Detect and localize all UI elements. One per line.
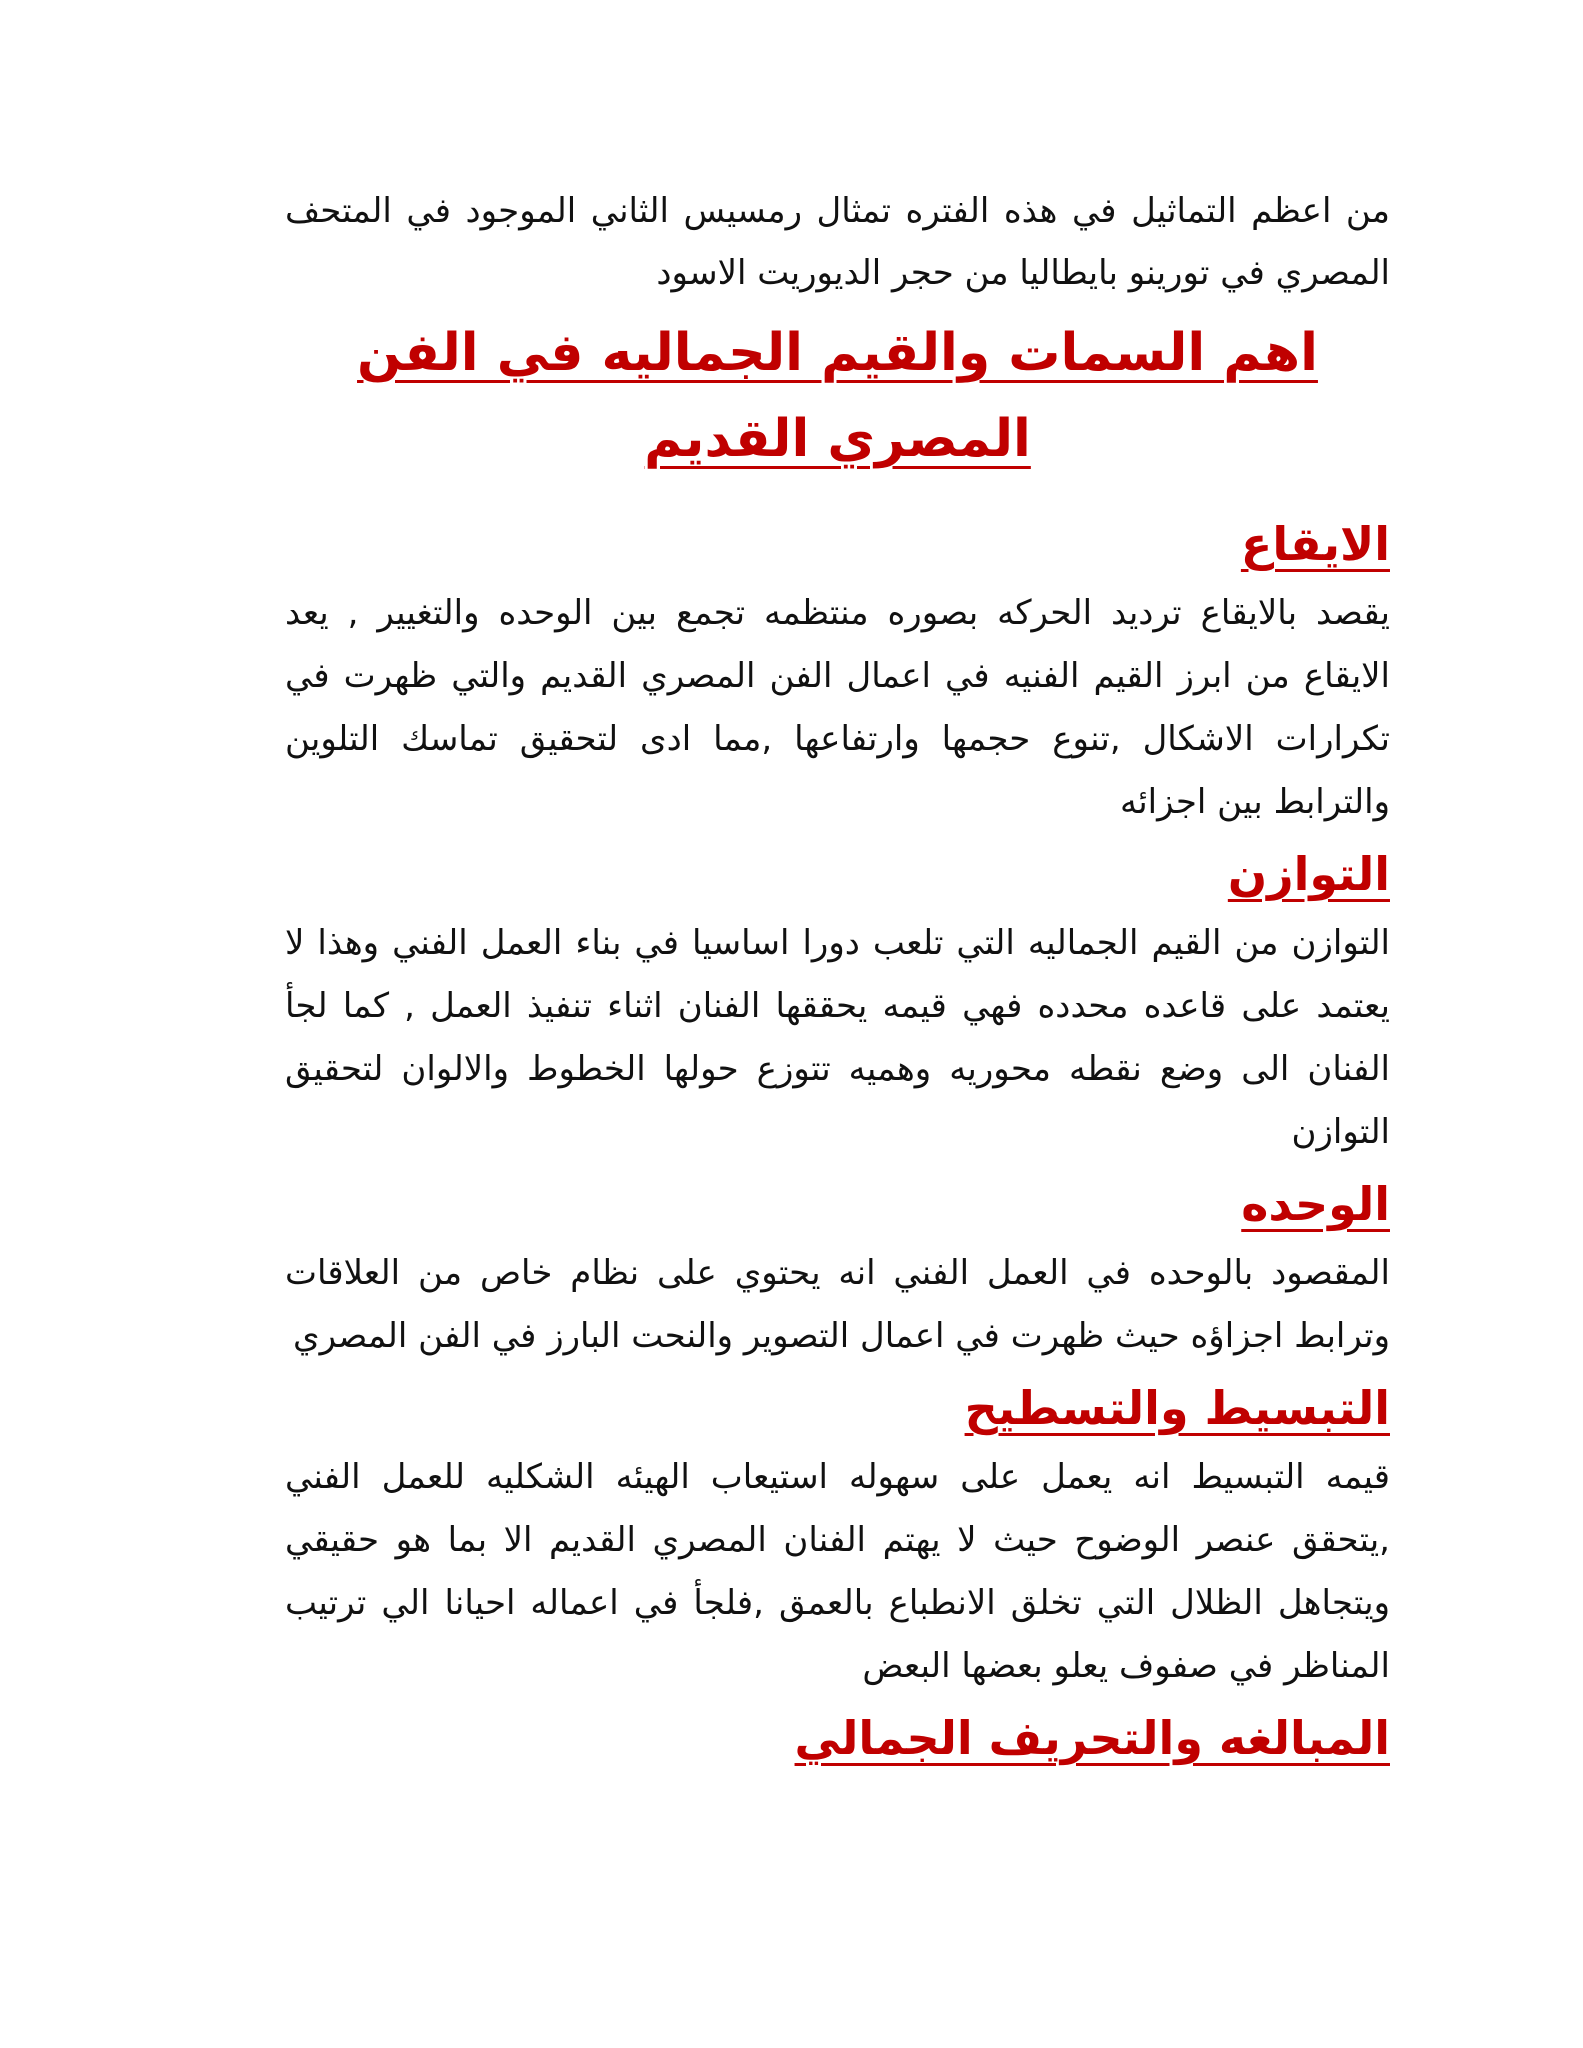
section-body: قيمه التبسيط انه يعمل على سهوله استيعاب الهيئه الشكليه للعمل الفني ,يتحقق عنصر الوضوح حيث لا يهتم الفنان المصري القديم الا بما هو حقيقي ويتجاهل الظلال التي تخلق الانطباع بالعمق ,فلجأ في اعماله احيانا الي ترتيب المناظر في صفوف يعلو بعضها البعض	[285, 1457, 1390, 1686]
main-title-text: اهم السمات والقيم الجماليه في الفن المصري القديم	[357, 323, 1318, 469]
section-title: التوازن	[1227, 847, 1390, 901]
section-title: التبسيط والتسطيح	[964, 1381, 1390, 1435]
section-simplification	[285, 1374, 1390, 1698]
section-body: التوازن من القيم الجماليه التي تلعب دورا اساسيا في بناء العمل الفني وهذا لا يعتمد على قاعده محدده فهي قيمه يحققها الفنان اثناء تنفيذ العمل , كما لجأ الفنان الى وضع نقطه محوريه وهميه تتوزع حولها الخطوط والالوان لتحقيق التوازن	[285, 923, 1390, 1152]
document-page	[285, 180, 1390, 1776]
section-balance	[285, 840, 1390, 1164]
section-rhythm	[285, 510, 1390, 834]
section-exaggeration	[285, 1704, 1390, 1772]
intro-paragraph: من اعظم التماثيل في هذه الفتره تمثال رمسيس الثاني الموجود في المتحف المصري في تورينو بايطاليا من حجر الديوريت الاسود	[285, 191, 1390, 293]
section-unity	[285, 1170, 1390, 1368]
section-body: يقصد بالايقاع ترديد الحركه بصوره منتظمه تجمع بين الوحده والتغيير , يعد الايقاع من ابرز القيم الفنيه في اعمال الفن المصري القديم والتي ظهرت في تكرارات الاشكال ,تنوع حجمها وارتفاعها ,مما ادى لتحقيق تماسك التلوين والترابط بين اجزائه	[285, 593, 1390, 822]
section-title: المبالغه والتحريف الجمالي	[794, 1711, 1390, 1765]
main-title	[285, 310, 1390, 482]
section-title: الايقاع	[1240, 517, 1390, 571]
section-body: المقصود بالوحده في العمل الفني انه يحتوي على نظام خاص من العلاقات وترابط اجزاؤه حيث ظهرت في اعمال التصوير والنحت البارز في الفن المصري	[285, 1253, 1390, 1356]
section-title: الوحده	[1241, 1177, 1390, 1231]
